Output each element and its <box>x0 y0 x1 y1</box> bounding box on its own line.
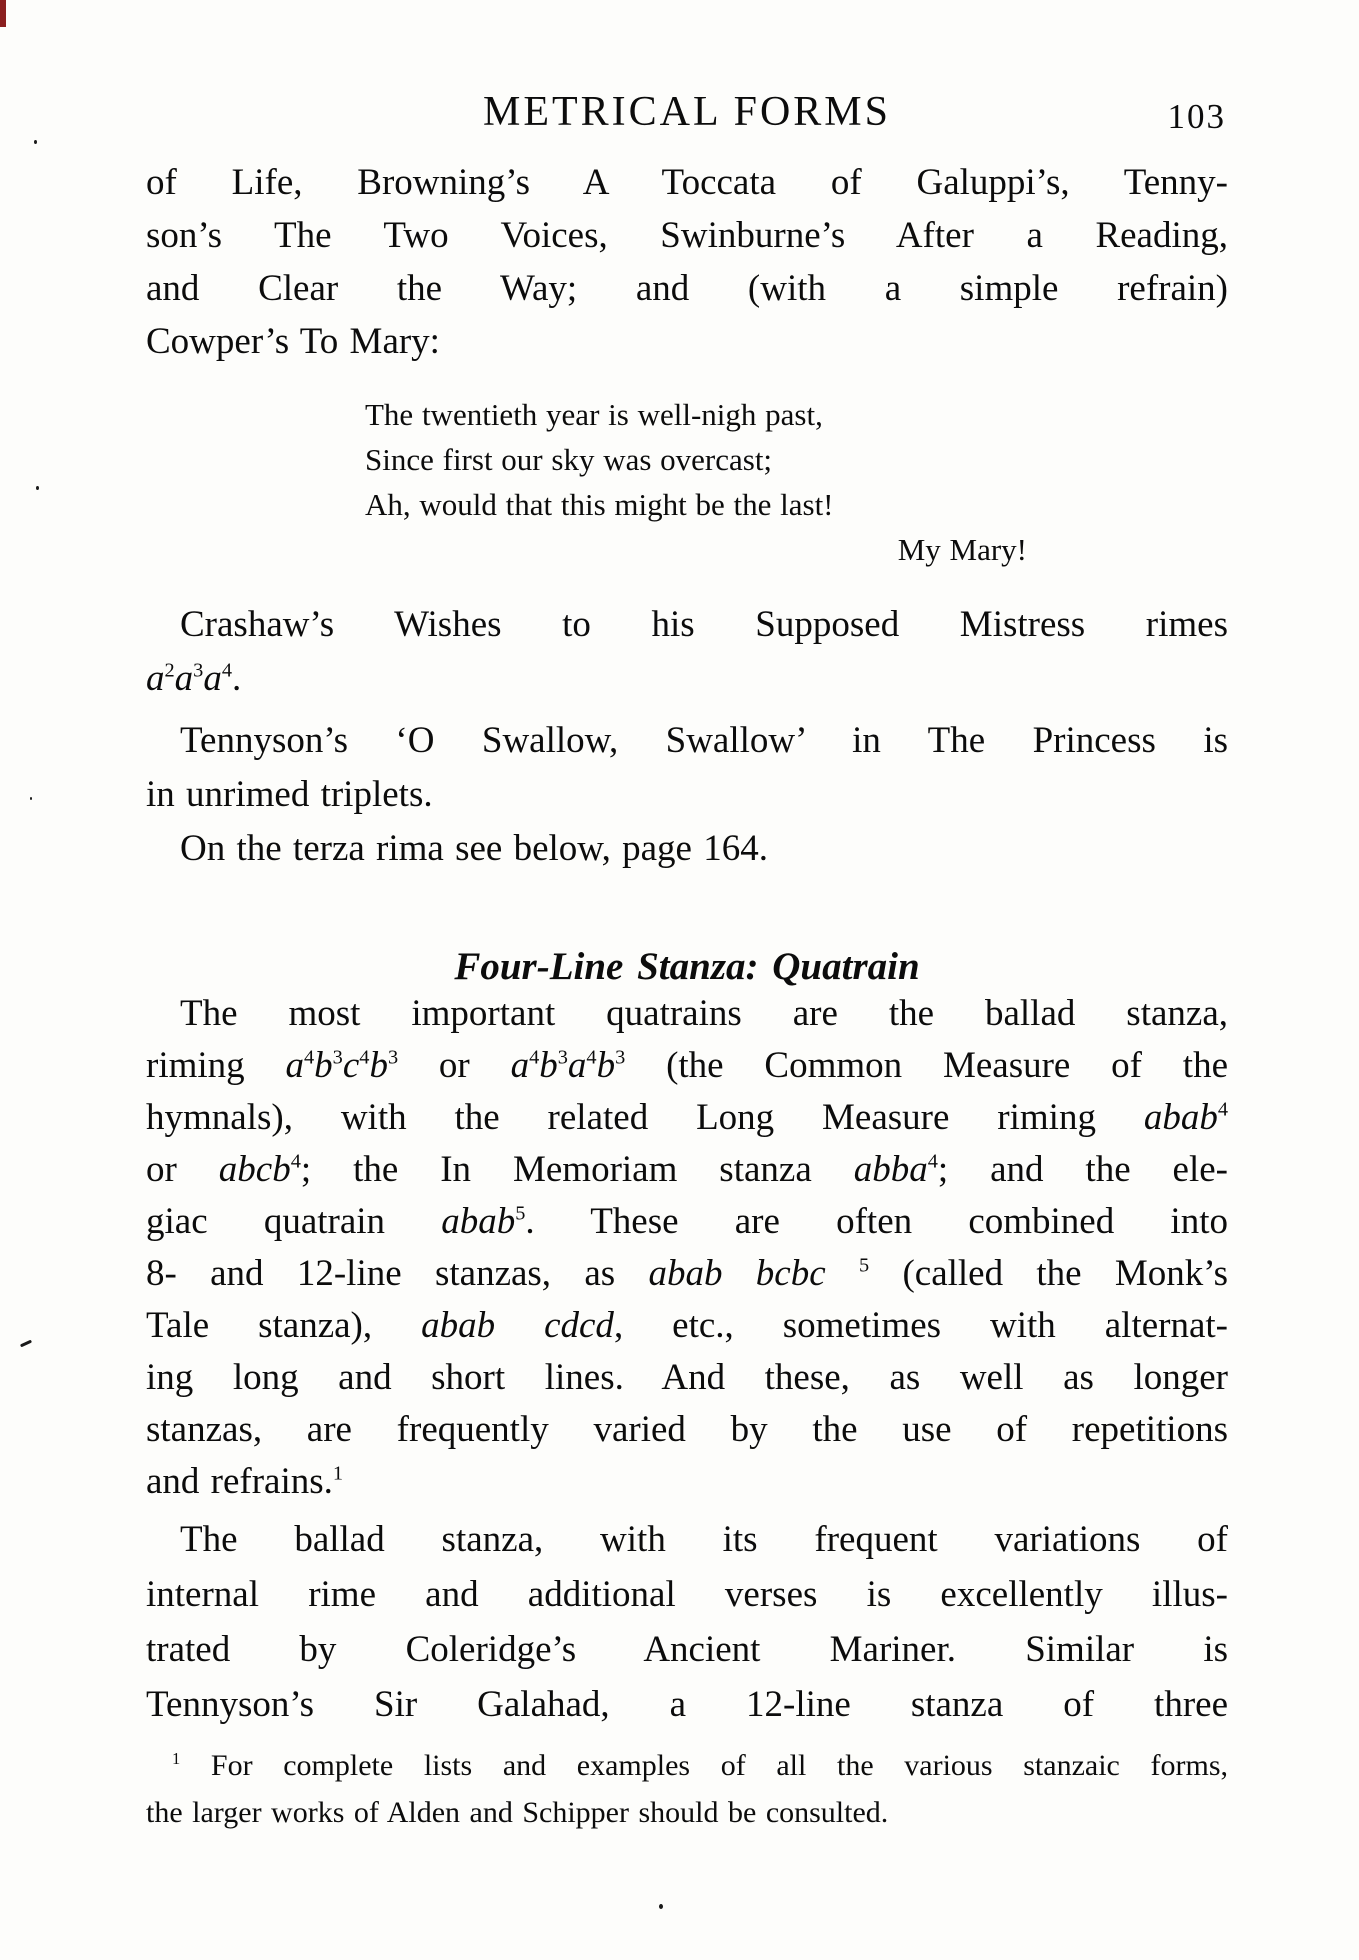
text-line: the larger works of Alden and Schipper should be consulted. <box>146 1796 889 1829</box>
page-number: 103 <box>1167 97 1226 136</box>
text-line: internal rime and additional verses is excellently illus- <box>146 1574 1228 1615</box>
text-line: stanzas, are frequently varied by the use of repetitions <box>146 1409 1228 1450</box>
text-line: Tennyson’s ‘O Swallow, Swallow’ in The Princess is <box>180 720 1228 761</box>
text-line: Ah, would that this might be the last! <box>365 487 834 522</box>
text-line: The twentieth year is well-nigh past, <box>365 397 823 432</box>
text-line: Crashaw’s Wishes to his Supposed Mistress rimes <box>180 604 1228 645</box>
scan-speck <box>659 1904 663 1909</box>
text-line: trated by Coleridge’s Ancient Mariner. Similar is <box>146 1629 1228 1670</box>
text-line: in unrimed triplets. <box>146 774 433 815</box>
text-line: riming $a^4b^3c^4b^3$ or $a^4b^3a^4b^3$ (the Common Measure of the <box>146 1045 1228 1086</box>
text-line: On the terza rima see below, page 164. <box>180 828 768 869</box>
paragraph-crashaw <box>146 598 1228 706</box>
running-head <box>146 86 1228 138</box>
text-line: Tennyson’s Sir Galahad, a 12-line stanza of three <box>146 1684 1228 1725</box>
text-line: son’s The Two Voices, Swinburne’s After a Reading, <box>146 215 1228 256</box>
section-heading-four-line-stanza: Four-Line Stanza: Quatrain <box>454 945 920 989</box>
text-line: 8- and 12-line stanzas, as abab bcbc $^5$ (called the Monk’s <box>146 1253 1228 1294</box>
scan-corner-artifact <box>0 0 6 27</box>
text-line: and refrains.$^1$ <box>146 1461 344 1502</box>
paragraph-tennyson-swallow <box>146 714 1228 822</box>
verse-quotation-cowper-to-mary <box>365 392 1027 572</box>
paragraph-terza-rima <box>146 822 1228 876</box>
scan-speck <box>34 140 37 144</box>
scan-speck <box>30 797 32 800</box>
text-line: The most important quatrains are the ballad stanza, <box>180 993 1228 1034</box>
text-line: Tale stanza), abab cdcd, etc., sometimes with alternat- <box>146 1305 1228 1346</box>
text-line: $^1$ For complete lists and examples of all the various stanzaic forms, <box>172 1749 1228 1782</box>
text-line: ing long and short lines. And these, as well as longer <box>146 1357 1228 1398</box>
text-line: Since first our sky was overcast; <box>365 442 773 477</box>
running-title: METRICAL FORMS <box>482 89 891 135</box>
scan-speck <box>36 486 39 490</box>
text-line: and Clear the Way; and (with a simple refrain) <box>146 268 1228 309</box>
text-line: Cowper’s To Mary: <box>146 321 440 362</box>
text-line: or abcb$^4$; the In Memoriam stanza abba$^4$; and the ele- <box>146 1149 1229 1190</box>
paragraph-continued-from-previous-page <box>146 156 1228 368</box>
text-line: of Life, Browning’s A Toccata of Galuppi’s, Tenny- <box>146 162 1228 203</box>
text-line: hymnals), with the related Long Measure riming abab$^4$ <box>146 1097 1228 1138</box>
text-line: The ballad stanza, with its frequent variations of <box>180 1519 1228 1560</box>
paragraph-ballad-stanza <box>146 1512 1228 1732</box>
paragraph-important-quatrains <box>146 988 1228 1508</box>
scan-speck <box>20 1340 32 1348</box>
text-line: giac quatrain abab$^5$. These are often combined into <box>146 1201 1228 1242</box>
footnote <box>146 1742 1228 1836</box>
text-line: My Mary! <box>897 532 1027 567</box>
text-line: $a^2a^3a^4$. <box>146 658 242 699</box>
